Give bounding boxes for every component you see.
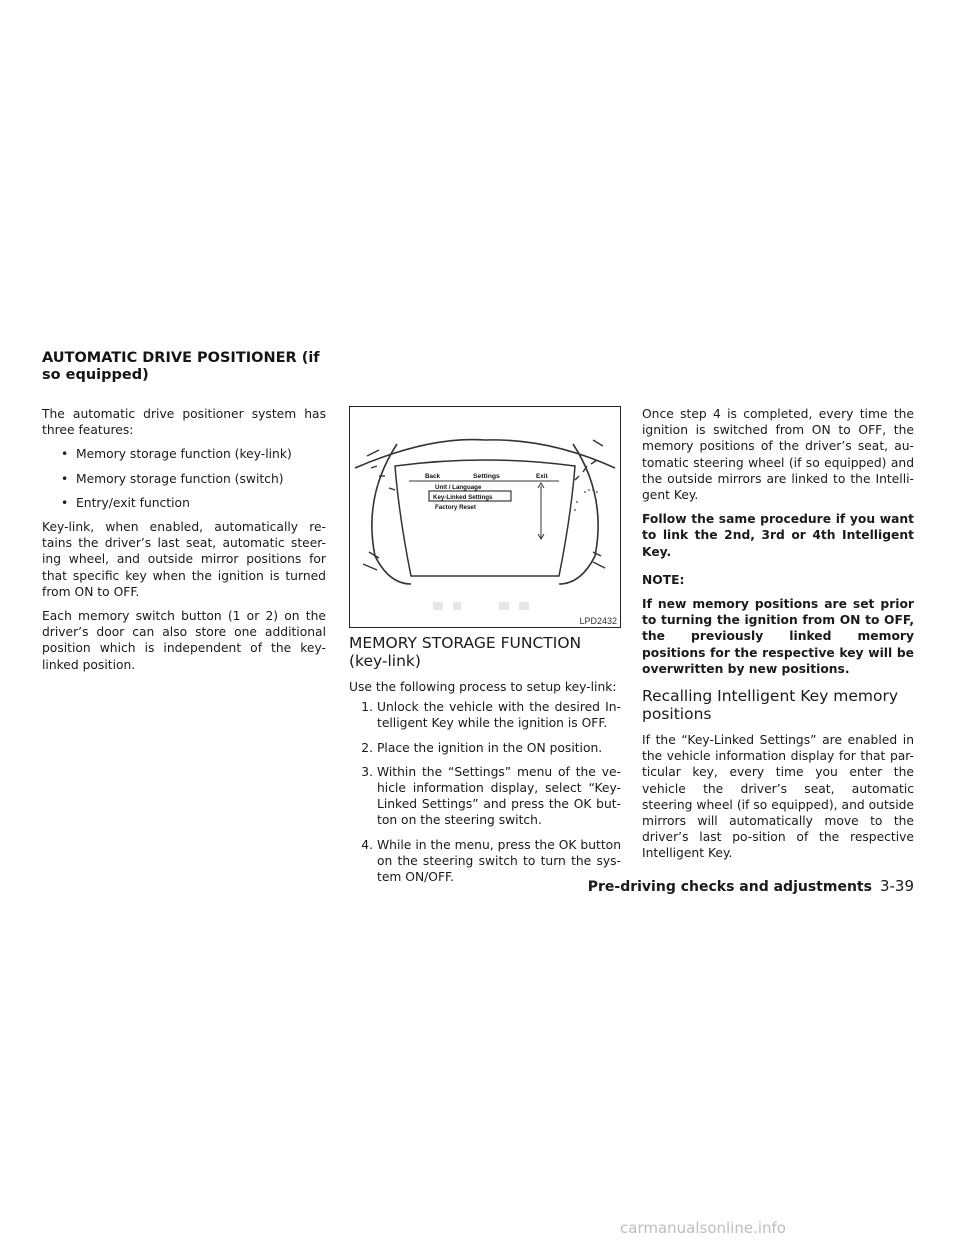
- keylink-section-title: MEMORY STORAGE FUNCTION (key-link): [349, 634, 582, 670]
- screen-exit-label: Exit: [536, 473, 548, 480]
- list-item: • Entry/exit function: [42, 495, 326, 511]
- note-label: NOTE:: [642, 572, 685, 587]
- recall-section-title: Recalling Intelligent Key memory positions: [642, 687, 899, 724]
- feature-list: [42, 446, 326, 511]
- footer-section-name: Pre-driving checks and adjustments: [587, 879, 872, 895]
- follow-procedure-text: Follow the same procedure if you want to link the 2nd, 3rd or 4th Intelligent Key.: [642, 512, 914, 559]
- figure-code: LPD2432: [579, 616, 617, 626]
- keylink-steps: [349, 699, 621, 885]
- recall-paragraph: If the “Key-Linked Settings” are enabled in the vehicle information display for that par-ticular key, every time you enter the vehicle the driver’s seat, automatic steering wheel (if so equipped), and outside mirrors will automatically move to the driver’s last po-sition of the respective Intelligent Key.: [642, 733, 914, 861]
- note-text: If new memory positions are set prior to turning the ignition from ON to OFF, the previously linked memory positions for the respective key will be overwritten by new positions.: [642, 597, 914, 676]
- column-middle: [349, 634, 621, 893]
- site-watermark: carmanualsonline.info: [620, 1219, 786, 1237]
- instrument-cluster-figure: [349, 406, 621, 628]
- list-item: • Memory storage function (key-link): [42, 446, 326, 462]
- section-heading: AUTOMATIC DRIVE POSITIONER (if so equipped): [42, 350, 320, 383]
- list-item: • Memory storage function (switch): [42, 471, 326, 487]
- list-item: 1. Unlock the vehicle with the desired In-telligent Key while the ignition is OFF.: [361, 700, 621, 731]
- keylink-paragraph: Key-link, when enabled, automatically re-tains the driver’s last seat, automatic steer-ing wheel, and outside mirror positions for that specific key when the ignition is turned from ON to OFF.: [42, 520, 326, 599]
- column-left: [42, 406, 326, 681]
- screen-title: Settings: [473, 473, 500, 480]
- menu-item-unit-language: Unit / Language: [435, 484, 482, 491]
- memory-button-paragraph: Each memory switch button (1 or 2) on the driver’s door can also store one additional position which is independent of the key-linked position.: [42, 609, 326, 672]
- screen-back-label: Back: [425, 473, 441, 480]
- list-item: 4. While in the menu, press the OK button on the steering switch to turn the sys-tem ON/OFF.: [361, 837, 621, 885]
- menu-item-factory-reset: Factory Reset: [435, 504, 476, 511]
- list-item: 2. Place the ignition in the ON position.: [361, 740, 603, 755]
- page-number: 3-39: [879, 877, 914, 895]
- column-right: [642, 406, 914, 870]
- page-footer: [588, 877, 914, 895]
- keylink-lead: Use the following process to setup key-link:: [349, 680, 617, 694]
- after-step-paragraph: Once step 4 is completed, every time the ignition is switched from ON to OFF, the memory positions of the driver’s seat, au-tomatic steering wheel (if so equipped) and the outside mirrors are linked to the Intelli-gent Key.: [642, 407, 914, 503]
- intro-paragraph: The automatic drive positioner system has three features:: [42, 407, 326, 438]
- menu-item-key-linked-settings: Key-Linked Settings: [433, 494, 493, 501]
- list-item: 3. Within the “Settings” menu of the ve-hicle information display, select “Key-Linked Settings” and press the OK but-ton on the steering switch.: [361, 764, 621, 828]
